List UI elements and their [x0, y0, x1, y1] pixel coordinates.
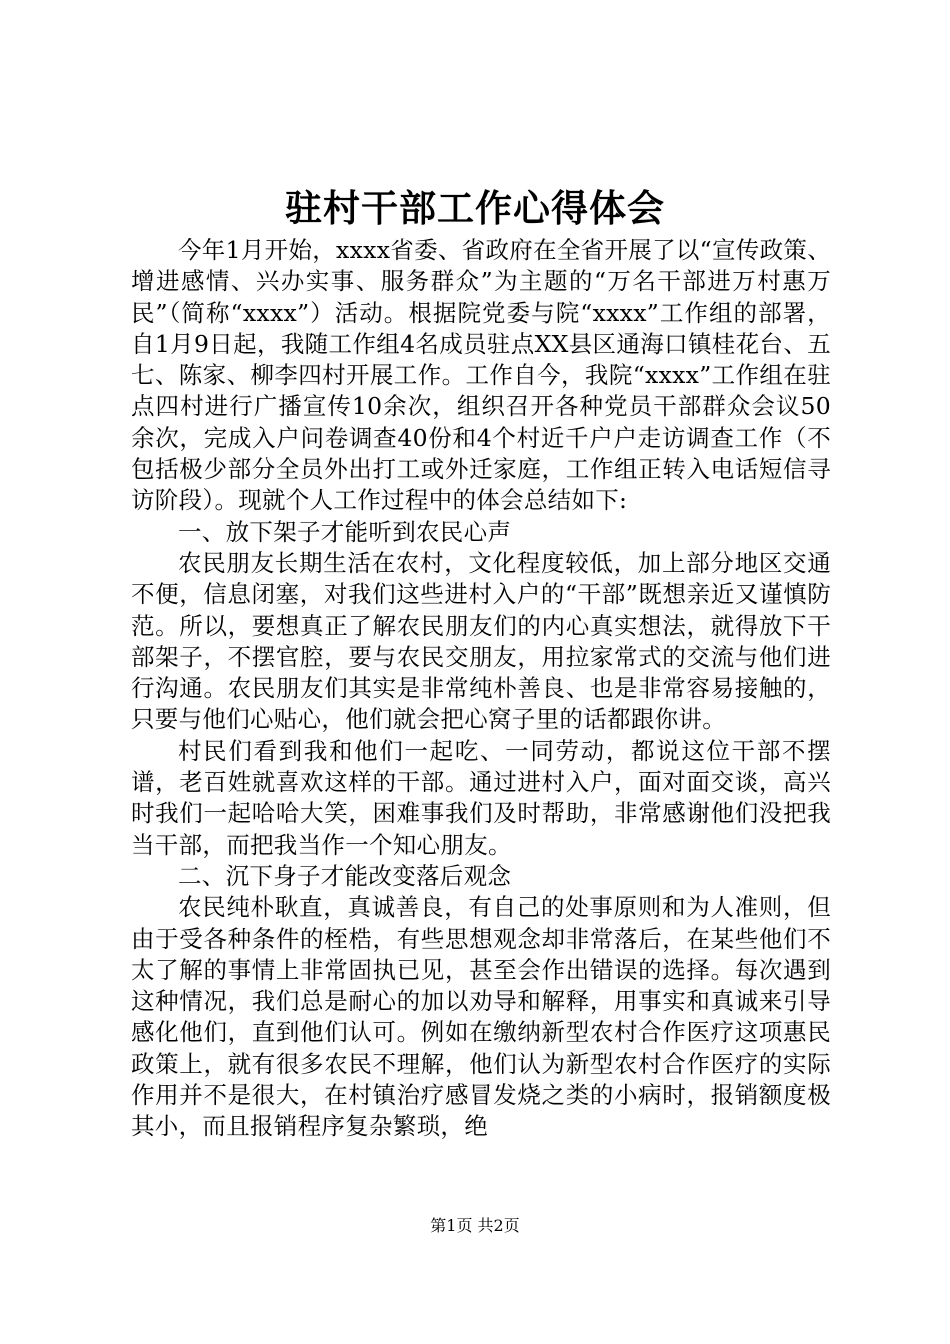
document-title: 驻村干部工作心得体会	[285, 186, 665, 230]
section-heading-1: 一、放下架子才能听到农民心声	[178, 517, 512, 546]
paragraph-intro: 今年1月开始，xxxx省委、省政府在全省开展了以“宣传政策、增进感情、兴办实事、服务群众”为主题的“万名干部进万村惠万民”（简称“xxxx”）活动。根据院党委与院“xxxx”工作组的部署，自1月9日起，我随工作组4名成员驻点XX县区通海口镇桂花台、五七、陈家、柳李四村开展工作。工作自今，我院“xxxx”工作组在驻点四村进行广播宣传10余次，组织召开各种党员干部群众会议50余次，完成入户问卷调查40份和4个村近千户户走访调查工作（不包括极少部分全员外出打工或外迁家庭，工作组正转入电话短信寻访阶段）。现就个人工作过程中的体会总结如下:	[131, 236, 831, 515]
section-heading-2: 二、沉下身子才能改变落后观念	[178, 861, 512, 890]
paragraph-section2-a: 农民纯朴耿直，真诚善良，有自己的处事原则和为人准则，但由于受各种条件的桎梏，有些思想观念却非常落后，在某些他们不太了解的事情上非常固执已见，甚至会作出错误的选择。每次遇到这种情况，我们总是耐心的加以劝导和解释，用事实和真诚来引导感化他们，直到他们认可。例如在缴纳新型农村合作医疗这项惠民政策上，就有很多农民不理解，他们认为新型农村合作医疗的实际作用并不是很大，在村镇治疗感冒发烧之类的小病时，报销额度极其小，而且报销程序复杂繁琐，绝	[131, 893, 831, 1141]
paragraph-section1-b: 村民们看到我和他们一起吃、一同劳动，都说这位干部不摆谱，老百姓就喜欢这样的干部。通过进村入户，面对面交谈，高兴时我们一起哈哈大笑，困难事我们及时帮助，非常感谢他们没把我当干部，而把我当作一个知心朋友。	[131, 736, 831, 859]
document-body	[131, 235, 831, 1143]
paragraph-section1-a: 农民朋友长期生活在农村，文化程度较低，加上部分地区交通不便，信息闭塞，对我们这些进村入户的“干部”既想亲近又谨慎防范。所以，要想真正了解农民朋友们的内心真实想法，就得放下干部架子，不摆官腔，要与农民交朋友，用拉家常式的交流与他们进行沟通。农民朋友们其实是非常纯朴善良、也是非常容易接触的，只要与他们心贴心，他们就会把心窝子里的话都跟你讲。	[131, 548, 831, 734]
page-footer: 第1页 共2页	[430, 1216, 520, 1235]
